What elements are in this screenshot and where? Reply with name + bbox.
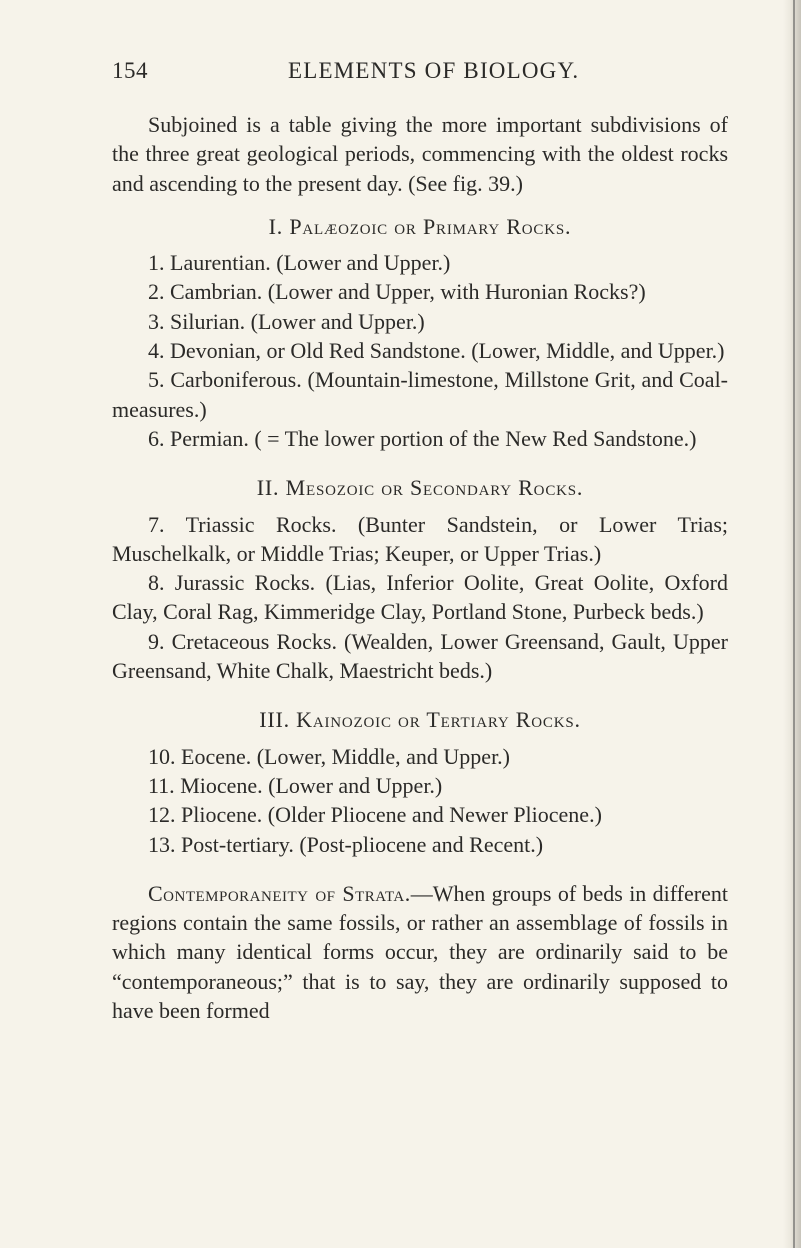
page-header [112,58,732,92]
running-head: ELEMENTS OF BIOLOGY. [288,58,580,83]
item-number: 7. [148,511,165,537]
list-item [112,307,728,336]
list-item [112,627,728,686]
list-item [112,365,728,424]
intro-paragraph [112,110,728,198]
body-text [112,110,728,1025]
section-heading-mesozoic: II. Mesozoic or Secondary Rocks. [256,475,584,501]
section-heading-kainozoic: III. Kainozoic or Tertiary Rocks. [259,707,581,733]
page-edge-shadow [783,0,801,1248]
closing-heading: Contemporaneity of Strata. [148,880,411,906]
item-text: Carboniferous. (Mountain-limestone, Millstone Grit, and Coal-measures.) [112,367,729,422]
closing-text: —When groups of beds in different regions contain the same fossils, or rather an assemblage of fossils in which many identical forms occur, they are ordinarily said to be “contemporaneous;” that is to say, they are ordinarily supposed to have been formed [112,880,728,1024]
item-number: 1. [148,250,165,276]
figure-reference: (See fig. 39.) [408,170,523,196]
list-item [112,771,728,800]
list-item [112,568,728,627]
closing-paragraph [112,879,728,1025]
list-item [112,830,728,859]
item-text: Cambrian. (Lower and Upper, with Huronian Rocks?) [170,279,646,305]
item-text: Devonian, or Old Red Sandstone. (Lower, Middle, and Upper.) [170,338,725,364]
list-item [112,277,728,306]
item-number: 11. [148,772,175,798]
item-number: 12. [148,802,176,828]
intro-text: Subjoined is a table giving the more important subdivisions of the three great geological periods, commencing with the oldest rocks and ascending to the present day. [112,112,728,196]
page-number: 154 [112,58,148,83]
item-number: 13. [148,831,176,857]
list-item [112,248,728,277]
item-text: Triassic Rocks. (Bunter Sandstein, or Lower Trias; Muschelkalk, or Middle Trias; Keuper, or Upper Trias.) [112,511,728,566]
page-edge-line [793,0,795,1248]
item-text: Eocene. (Lower, Middle, and Upper.) [181,743,511,769]
section-heading-palaeozoic: I. Palæozoic or Primary Rocks. [268,213,572,239]
item-number: 4. [148,338,165,364]
item-number: 10. [148,743,176,769]
item-text: Post-tertiary. (Post-pliocene and Recent.) [181,831,544,857]
item-text: Miocene. (Lower and Upper.) [180,772,443,798]
item-number: 3. [148,308,165,334]
list-item [112,800,728,829]
item-number: 6. [148,425,165,451]
item-text: Pliocene. (Older Pliocene and Newer Pliocene.) [181,802,602,828]
item-text: Permian. ( = The lower portion of the New Red Sandstone.) [170,425,697,451]
item-text: Silurian. (Lower and Upper.) [170,308,425,334]
list-item [112,424,728,453]
list-item [112,336,728,365]
item-number: 5. [148,367,165,393]
item-text: Laurentian. (Lower and Upper.) [170,250,451,276]
item-number: 9. [148,628,165,654]
item-text: Jurassic Rocks. (Lias, Inferior Oolite, Great Oolite, Oxford Clay, Coral Rag, Kimmeridge Clay, Portland Stone, Purbeck beds.) [112,570,728,625]
list-item [112,510,728,569]
item-number: 2. [148,279,165,305]
item-text: Cretaceous Rocks. (Wealden, Lower Greensand, Gault, Upper Greensand, White Chalk, Maestricht beds.) [112,628,729,684]
list-item [112,742,728,771]
item-number: 8. [148,570,165,596]
